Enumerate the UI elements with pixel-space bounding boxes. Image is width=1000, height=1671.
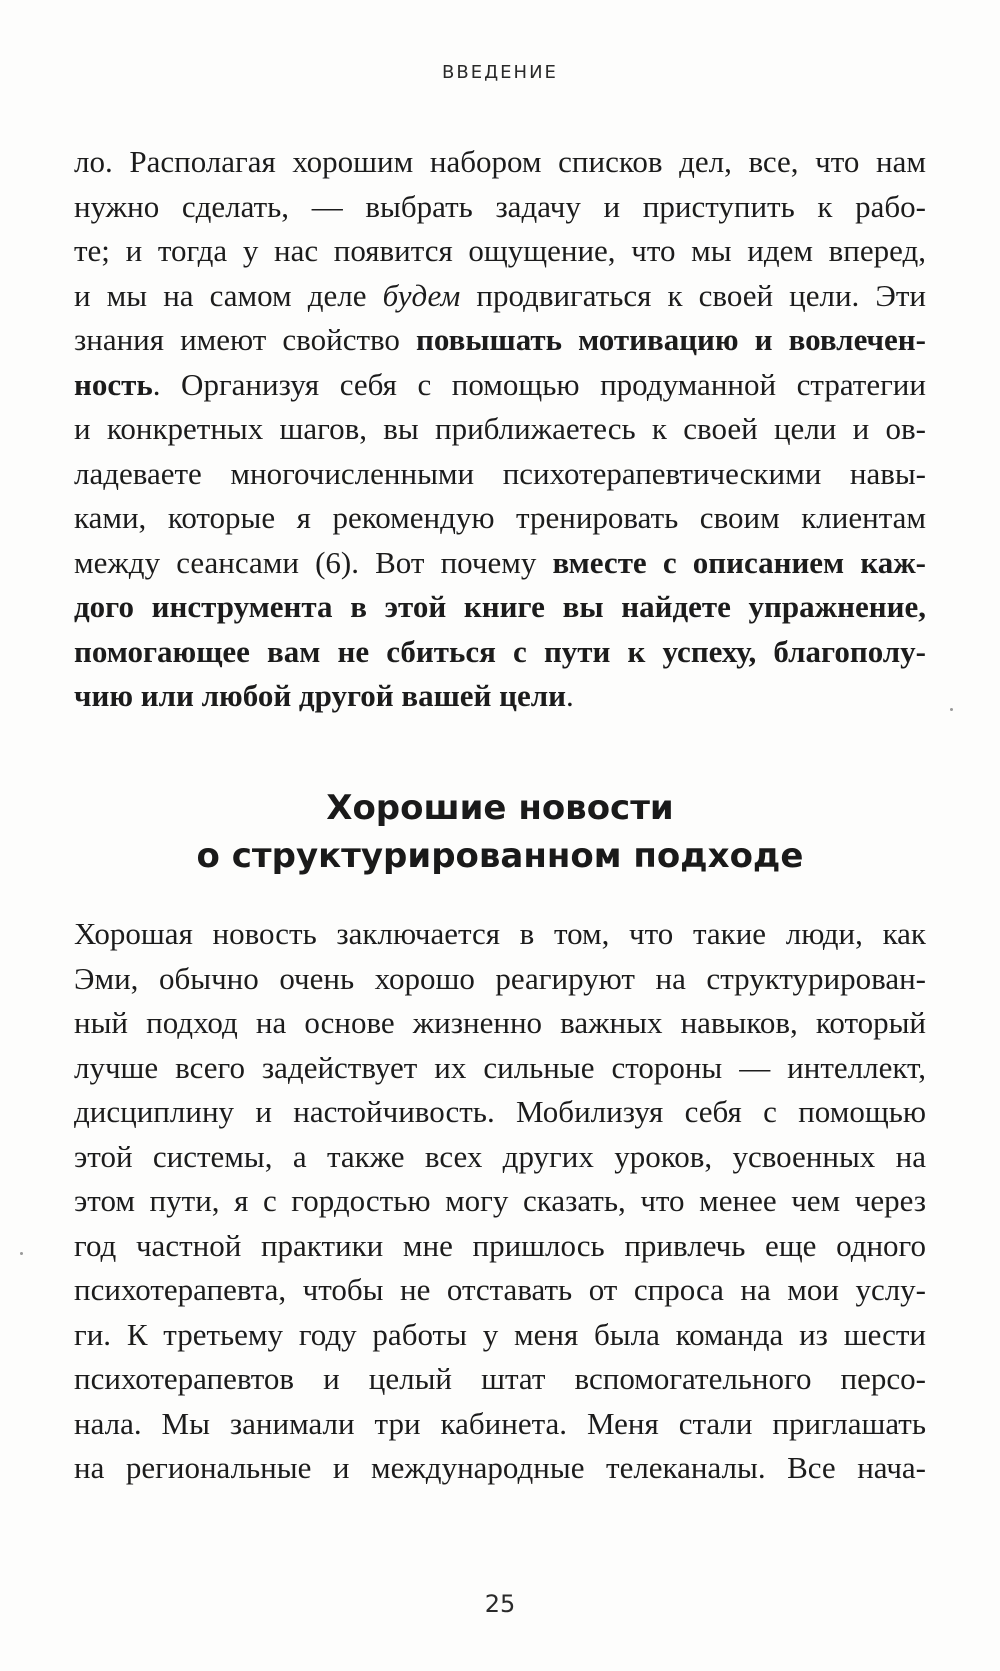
bold-text: вместе с описанием каж- [552,544,927,580]
text-line [74,674,926,719]
scan-speck [20,1252,23,1255]
section-heading-line-1: Хорошие новости [326,788,674,828]
text-line: ги. К третьему году работы у меня была команда из шести [74,1316,926,1352]
text-line: нала. Мы занимали три кабинета. Меня стали приглашать [74,1405,926,1441]
bold-text: чию или любой другой вашей цели [74,678,567,713]
text-line: ками, которые я рекомендую тренировать своим клиентам [74,500,926,535]
text-run: между сеансами (6). Вот почему [74,544,553,580]
text-run: и мы на самом деле [74,277,383,313]
text-line: на региональные и международные телеканалы. Все нача- [74,1450,926,1485]
text-line: лучше всего задействует их сильные стороны — интеллект, [74,1049,926,1085]
text-run: . Организуя себя с помощью продуманной стратегии [152,366,926,402]
text-line: этой системы, а также всех других уроков, усвоенных на [74,1138,926,1174]
text-run: продвигаться к своей цели. Эти [460,277,926,313]
text-line: Хорошая новость заключается в том, что такие люди, как [74,916,926,951]
text-line: ло. Располагая хорошим набором списков дел, все, что нам [74,144,926,179]
scan-speck [950,708,953,711]
running-head: ВВЕДЕНИЕ [442,62,558,83]
text-line: те; и тогда у нас появится ощущение, что мы идем вперед, [74,233,926,268]
text-line: психотерапевтов и целый штат вспомогательного персо- [74,1361,926,1396]
text-run: . [566,678,574,713]
text-line: ный подход на основе жизненно важных навыков, который [74,1005,926,1040]
text-line: нужно сделать, — выбрать задачу и приступить к рабо- [74,188,926,224]
page-number: 25 [484,1590,516,1618]
text-line: этом пути, я с гордостью могу сказать, что менее чем через [74,1183,926,1218]
text-line: дисциплину и настойчивость. Мобилизуя себя с помощью [74,1094,926,1129]
paragraph-intro-continuation [74,140,926,719]
paragraph-good-news [74,912,926,1491]
bold-text: ность [74,366,153,402]
text-line: Эми, обычно очень хорошо реагируют на структурирован- [74,960,926,996]
text-line: ладеваете многочисленными психотерапевтическими навы- [74,455,926,491]
bold-text: дого инструмента в этой книге вы найдете упражнение, [74,589,926,624]
section-heading-line-2: о структурированном подходе [196,836,804,876]
text-line [74,585,926,630]
bold-text: повышать мотивацию и вовлечен- [415,322,926,357]
text-line [74,318,926,363]
text-line: психотерапевта, чтобы не отставать от спроса на мои услу- [74,1272,926,1307]
bold-text: помогающее вам не сбиться с пути к успеху, благополу- [74,633,926,669]
text-line: и конкретных шагов, вы приближаетесь к своей цели и ов- [74,411,926,446]
text-line [74,363,926,408]
text-line: год частной практики мне пришлось привлечь еще одного [74,1227,926,1263]
text-line [74,274,926,319]
text-run: знания имеют свойство [74,322,416,357]
italic-text: будем [382,277,461,313]
text-line [74,541,926,586]
text-line [74,630,926,675]
